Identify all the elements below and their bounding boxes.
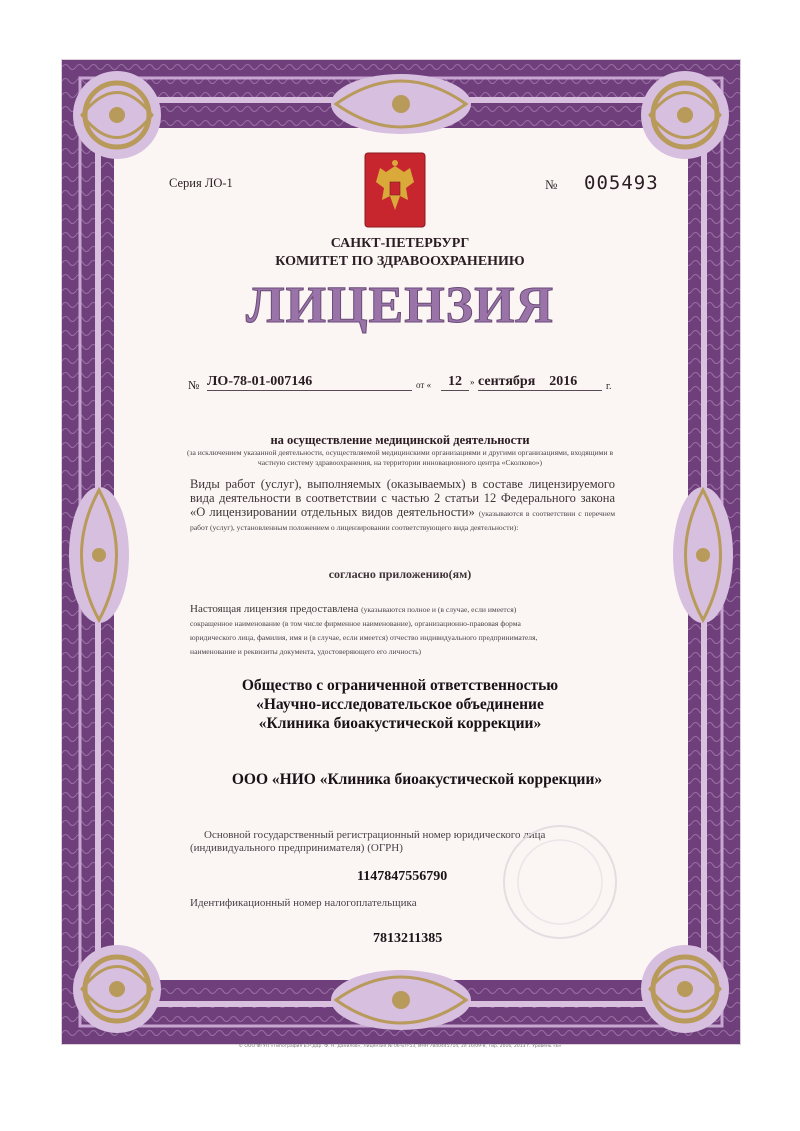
- blank-number: 005493: [584, 172, 659, 194]
- org-full-line-1: Общество с ограниченной ответственностью: [241, 677, 559, 694]
- corner-ornament-bottom-right: [620, 924, 740, 1044]
- license-no-prefix: №: [188, 378, 200, 392]
- works-note: (указываются в соответствии с перечнем работ (услуг), установленным положением о лицензировании соответствующего вида деятельности):: [190, 509, 615, 532]
- per-appendix: согласно приложению(ям): [328, 567, 472, 581]
- number-prefix: №: [545, 177, 558, 192]
- org-full-line-3: «Клиника биоакустической коррекции»: [258, 715, 542, 732]
- corner-ornament-top-right: [620, 60, 740, 180]
- license-number: ЛО-78-01-007146: [207, 374, 412, 391]
- granted-note-3: юридического лица, фамилия, имя и (в случае, если имеется) отчество индивидуального предпринимателя,: [190, 633, 538, 642]
- works-text: Виды работ (услуг), выполняемых (оказываемых) в составе лицензируемого вида деятельности в соответствии с частью 2 статьи 12 Федерального закона «О лицензировании отдельных видов деятельности»: [190, 477, 615, 519]
- org-full-line-2: «Научно-исследовательское объединение: [256, 696, 544, 713]
- granted-note-1: (указываются полное и (в случае, если имеется): [361, 605, 517, 614]
- corner-ornament-top-left: [62, 60, 182, 180]
- ogrn-label-line-2: (индивидуального предпринимателя) (ОГРН): [190, 842, 403, 854]
- faded-seal-watermark: [500, 822, 620, 942]
- org-short-name: ООО «НИО «Клиника биоакустической коррекции»: [231, 771, 603, 788]
- works-paragraph: [190, 477, 615, 533]
- activity-heading: на осуществление медицинской деятельности: [270, 433, 530, 447]
- org-full-name: [0, 676, 800, 733]
- year-suffix: г.: [606, 381, 612, 392]
- ogrn-value: 1147847556790: [357, 869, 448, 884]
- activity-note: (за исключением указанной деятельности, осуществляемой медицинскими организациями и другими организациями, входящими в частную систему здравоохранения, на территории инновационного центра «Сколково»): [186, 448, 614, 467]
- bottom-center-ornament: [321, 966, 481, 1036]
- corner-ornament-bottom-left: [62, 924, 182, 1044]
- inn-value: 7813211385: [373, 931, 443, 946]
- document-title: ЛИЦЕНЗИЯ: [245, 277, 555, 334]
- quote-close: »: [470, 377, 475, 387]
- top-center-ornament: [321, 68, 481, 138]
- right-side-ornament: [668, 480, 738, 630]
- printer-imprint: © ООО ФГУП «Типография Б.Р.Дар. Ф. Н. Данилов», Лицензия № 06-БЛ-53, ИНН 7840445714, 2я 16/09-8, Тир. 2016, 2013 г. Уровень «Б»: [238, 1044, 562, 1049]
- license-year: 2016: [549, 374, 578, 389]
- granted-note-2: сокращенное наименование (в том числе фирменное наименование), организационно-правовая форма: [190, 619, 521, 628]
- granted-note-4: наименование и реквизиты документа, удостоверяющего его личность): [190, 647, 422, 656]
- series-label: Серия ЛО-1: [169, 176, 233, 190]
- inn-label: Идентификационный номер налогоплательщика: [190, 897, 417, 909]
- authority-committee: КОМИТЕТ ПО ЗДРАВООХРАНЕНИЮ: [275, 254, 525, 269]
- license-day: 12: [441, 374, 469, 391]
- authority-city: САНКТ-ПЕТЕРБУРГ: [330, 236, 470, 251]
- ogrn-label-line-1: Основной государственный регистрационный номер юридического лица: [204, 829, 546, 841]
- coat-of-arms-icon: [364, 152, 426, 228]
- from-label: от «: [416, 380, 432, 390]
- left-side-ornament: [64, 480, 134, 630]
- granted-block: [190, 603, 620, 657]
- license-month-year: [478, 374, 602, 391]
- license-month: сентября: [478, 374, 536, 389]
- granted-lead: Настоящая лицензия предоставлена: [190, 603, 359, 615]
